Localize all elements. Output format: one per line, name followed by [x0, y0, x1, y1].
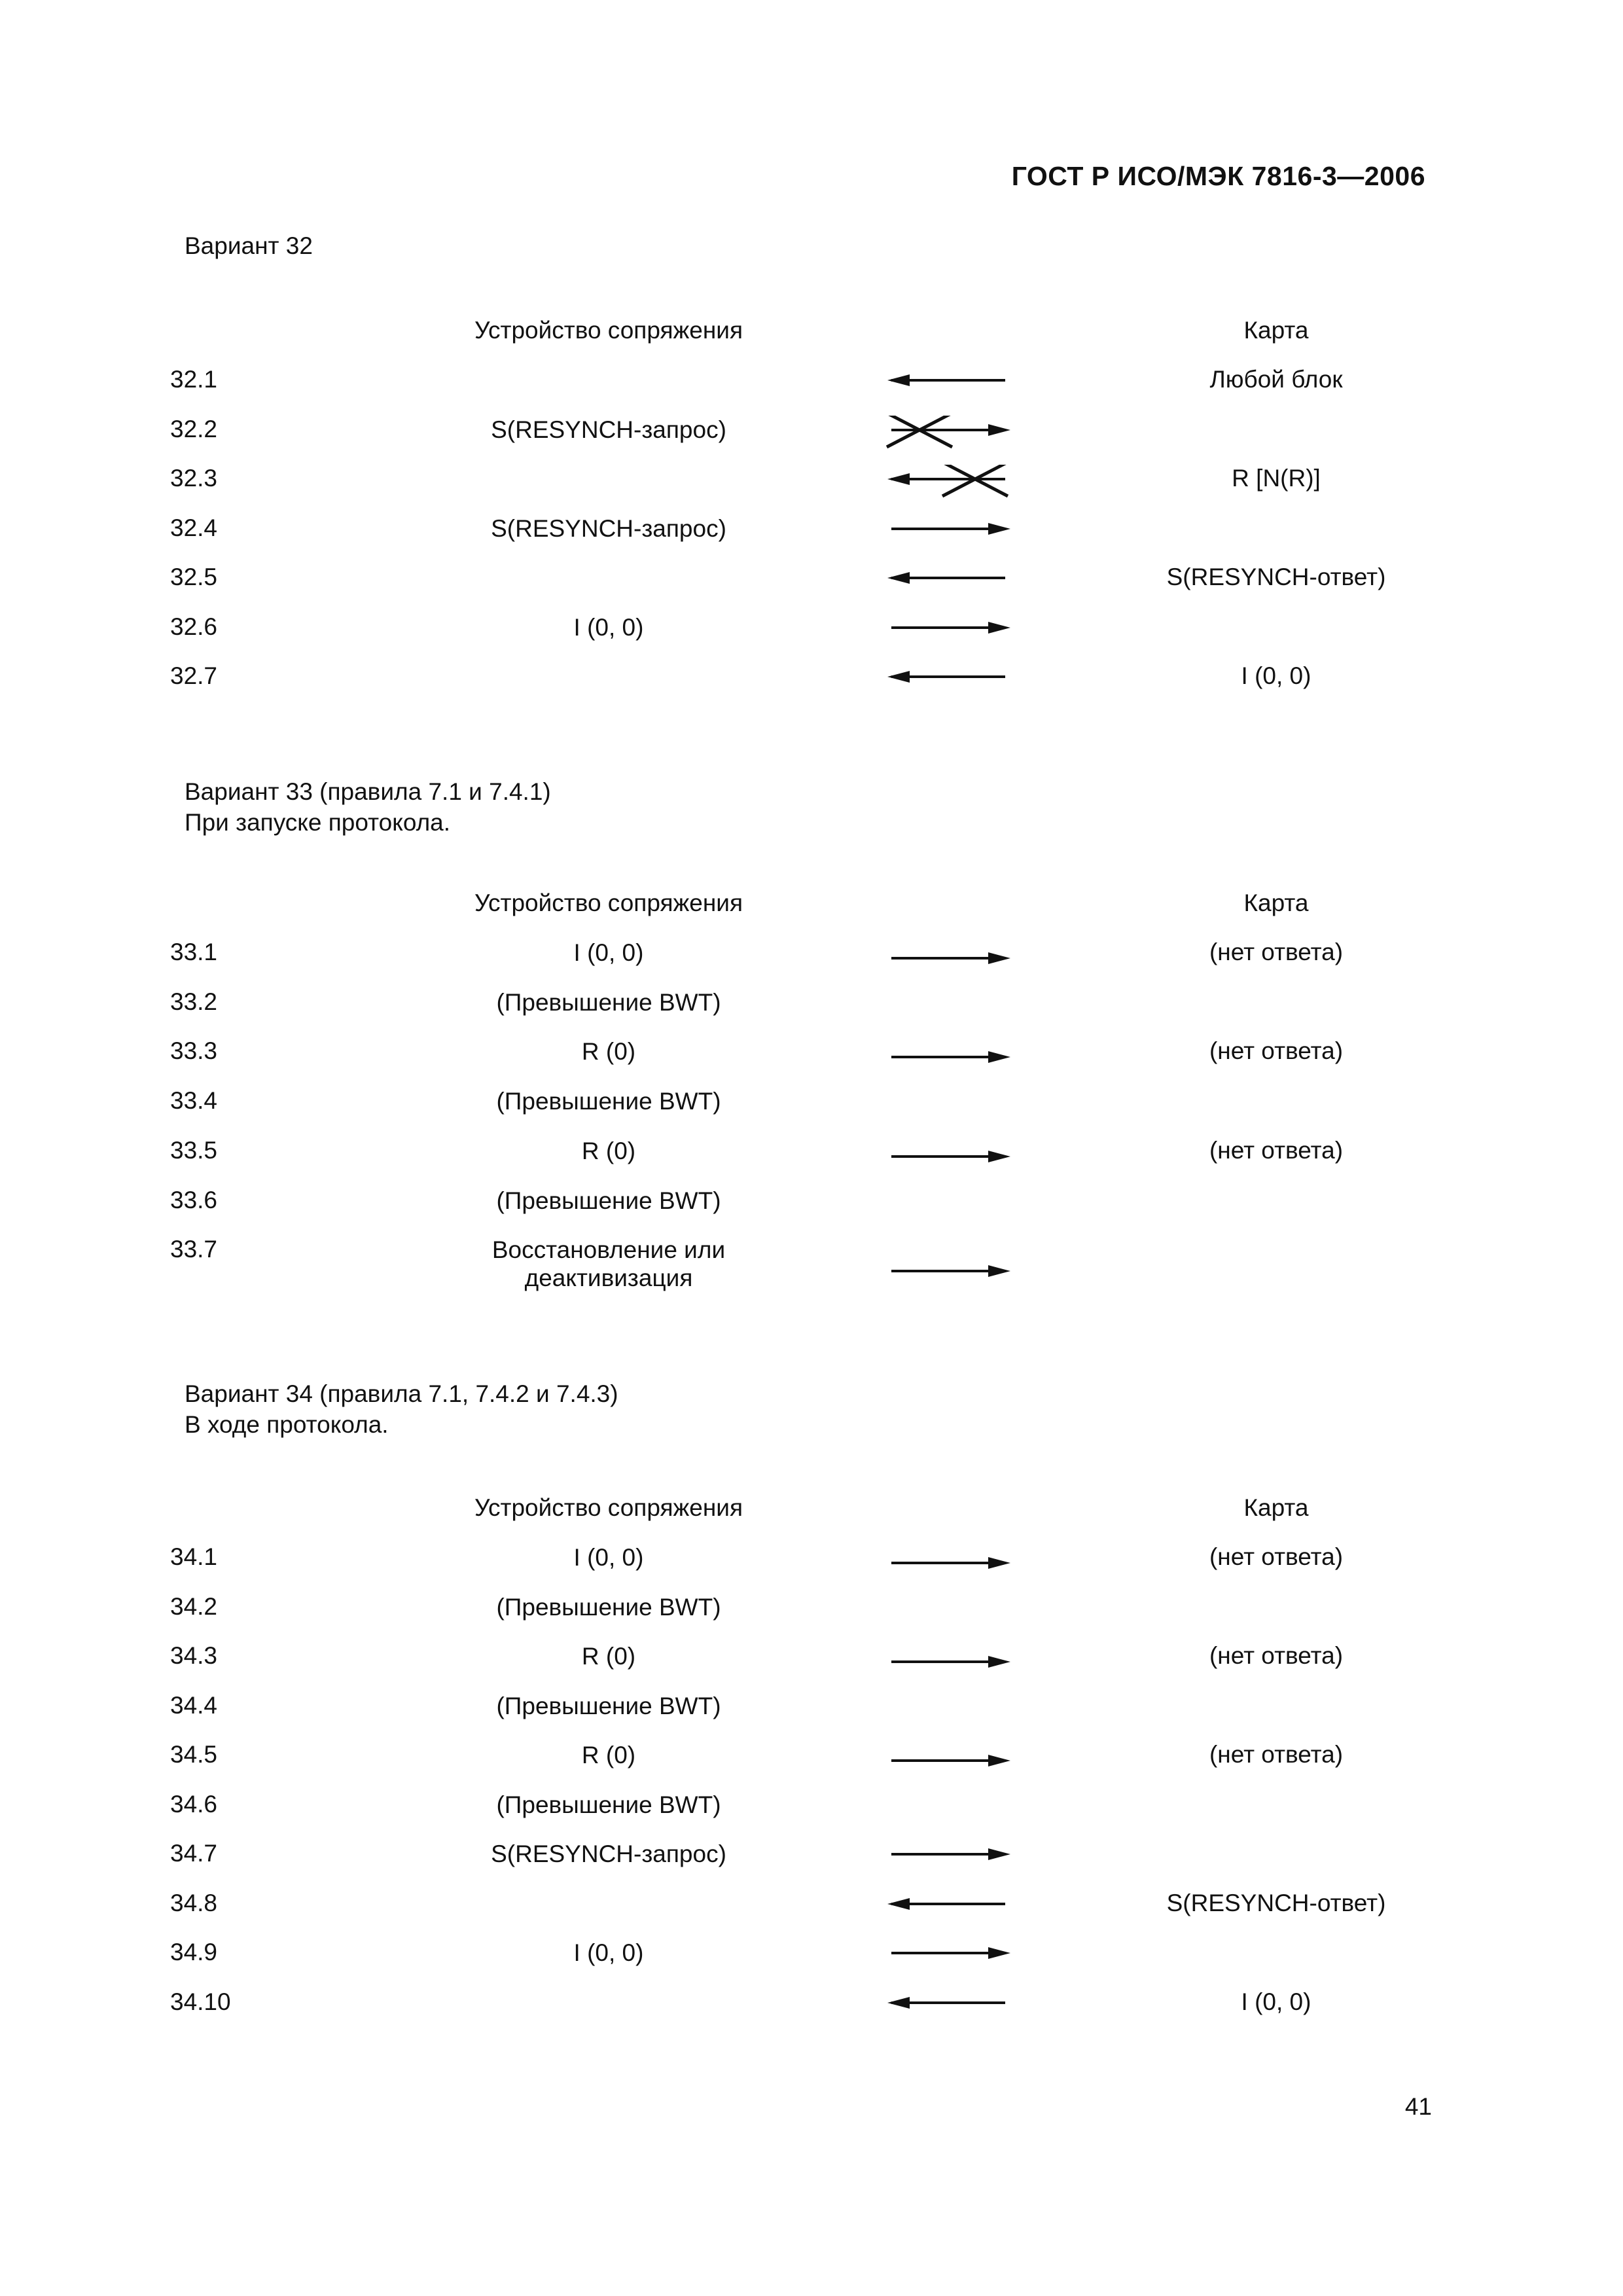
step-number: 32.4	[170, 514, 218, 541]
column-header-card: Карта	[1243, 1494, 1309, 1521]
exchange-step-row	[0, 939, 1623, 978]
step-number: 32.5	[170, 564, 218, 590]
interface-message: (Превышение BWT)	[496, 1791, 721, 1818]
step-number: 34.1	[170, 1543, 218, 1570]
exchange-step-row	[0, 416, 1623, 455]
step-number: 34.6	[170, 1791, 218, 1818]
exchange-step-row	[0, 1187, 1623, 1226]
interface-message: R (0)	[581, 1742, 636, 1768]
step-number: 32.7	[170, 662, 218, 689]
card-message: (нет ответа)	[1209, 1543, 1344, 1570]
exchange-step-row	[0, 613, 1623, 653]
document-header: ГОСТ Р ИСО/МЭК 7816-3—2006	[1011, 161, 1425, 191]
arrow-right-icon	[883, 1840, 1014, 1879]
column-header-interface: Устройство сопряжения	[474, 889, 743, 916]
card-message: S(RESYNCH-ответ)	[1166, 564, 1386, 590]
variant-title-line: При запуске протокола.	[185, 809, 451, 836]
column-header-card: Карта	[1243, 317, 1309, 344]
arrow-left-icon	[883, 366, 1014, 405]
exchange-step-row	[0, 1692, 1623, 1731]
arrow-left-icon	[883, 662, 1014, 702]
variant-title-line: В ходе протокола.	[185, 1411, 389, 1438]
interface-message: (Превышение BWT)	[496, 1693, 721, 1719]
exchange-step-row	[0, 1236, 1623, 1291]
step-number: 33.1	[170, 939, 218, 965]
exchange-step-row	[0, 564, 1623, 603]
arrow-left-icon	[883, 564, 1014, 603]
card-message: (нет ответа)	[1209, 939, 1344, 965]
column-header-interface: Устройство сопряжения	[474, 317, 743, 344]
step-number: 33.3	[170, 1037, 218, 1064]
arrow-right-icon	[883, 1549, 1014, 1588]
exchange-step-row	[0, 1593, 1623, 1632]
card-message: I (0, 0)	[1241, 662, 1311, 689]
interface-message: (Превышение BWT)	[496, 1187, 721, 1214]
step-number: 34.3	[170, 1642, 218, 1669]
step-number: 32.1	[170, 366, 218, 393]
variant-title	[185, 230, 313, 261]
interface-message: S(RESYNCH-запрос)	[491, 416, 726, 443]
step-number: 32.2	[170, 416, 218, 442]
exchange-step-row	[0, 1543, 1623, 1583]
exchange-step-row	[0, 1087, 1623, 1126]
arrow-right-icon	[883, 613, 1014, 653]
interface-message: I (0, 0)	[573, 1939, 644, 1966]
card-message: S(RESYNCH-ответ)	[1166, 1890, 1386, 1916]
step-number: 33.6	[170, 1187, 218, 1213]
step-number: 33.2	[170, 988, 218, 1015]
step-number: 32.6	[170, 613, 218, 640]
variant-title	[185, 1378, 618, 1440]
exchange-step-row	[0, 465, 1623, 504]
card-message: (нет ответа)	[1209, 1642, 1344, 1669]
exchange-step-row	[0, 366, 1623, 405]
interface-message: (Превышение BWT)	[496, 989, 721, 1016]
step-number: 33.5	[170, 1137, 218, 1164]
interface-message: I (0, 0)	[573, 939, 644, 966]
step-number: 33.4	[170, 1087, 218, 1114]
arrow-right-icon	[883, 1043, 1014, 1082]
arrow-right-icon	[883, 944, 1014, 983]
interface-message: (Превышение BWT)	[496, 1594, 721, 1621]
exchange-step-row	[0, 1988, 1623, 2028]
arrow-right-icon	[883, 1746, 1014, 1785]
column-header-card: Карта	[1243, 889, 1309, 916]
exchange-step-row	[0, 988, 1623, 1028]
card-message: R [N(R)]	[1232, 465, 1321, 492]
card-message: (нет ответа)	[1209, 1741, 1344, 1768]
interface-message: S(RESYNCH-запрос)	[491, 515, 726, 542]
variant-title-line: Вариант 34 (правила 7.1, 7.4.2 и 7.4.3)	[185, 1380, 618, 1407]
column-header-interface: Устройство сопряжения	[474, 1494, 743, 1521]
interface-message: I (0, 0)	[573, 1544, 644, 1571]
variant-title-line: Вариант 32	[185, 232, 313, 259]
step-number: 34.9	[170, 1939, 218, 1965]
exchange-step-row	[0, 1840, 1623, 1879]
exchange-step-row	[0, 1642, 1623, 1681]
variant-title-line: Вариант 33 (правила 7.1 и 7.4.1)	[185, 778, 551, 805]
step-number: 34.2	[170, 1593, 218, 1620]
arrow-right-icon	[883, 1142, 1014, 1181]
step-number: 32.3	[170, 465, 218, 492]
card-message: I (0, 0)	[1241, 1988, 1311, 2015]
interface-message: I (0, 0)	[573, 614, 644, 641]
arrow-right-icon	[883, 416, 1014, 455]
variant-title	[185, 776, 551, 838]
step-number: 34.5	[170, 1741, 218, 1768]
interface-message: R (0)	[581, 1643, 636, 1670]
arrow-right-icon	[883, 1939, 1014, 1978]
exchange-step-row	[0, 1939, 1623, 1978]
page-number: 41	[1404, 2093, 1432, 2120]
exchange-step-row	[0, 1137, 1623, 1176]
step-number: 34.4	[170, 1692, 218, 1719]
arrow-right-icon	[883, 1257, 1014, 1296]
step-number: 33.7	[170, 1236, 218, 1263]
step-number: 34.7	[170, 1840, 218, 1867]
exchange-step-row	[0, 1791, 1623, 1830]
step-number: 34.8	[170, 1890, 218, 1916]
interface-message: R (0)	[581, 1138, 636, 1164]
interface-message: Восстановление или деактивизация	[491, 1236, 726, 1291]
exchange-step-row	[0, 1890, 1623, 1929]
card-message: Любой блок	[1209, 366, 1343, 393]
card-message: (нет ответа)	[1209, 1137, 1344, 1164]
interface-message: S(RESYNCH-запрос)	[491, 1840, 726, 1867]
arrow-right-icon	[883, 514, 1014, 554]
exchange-step-row	[0, 514, 1623, 554]
arrow-left-icon	[883, 1890, 1014, 1929]
card-message: (нет ответа)	[1209, 1037, 1344, 1064]
exchange-step-row	[0, 1037, 1623, 1077]
exchange-step-row	[0, 662, 1623, 702]
step-number: 34.10	[170, 1988, 231, 2015]
interface-message: R (0)	[581, 1038, 636, 1065]
arrow-right-icon	[883, 1647, 1014, 1687]
exchange-step-row	[0, 1741, 1623, 1780]
arrow-left-icon	[883, 1988, 1014, 2028]
interface-message: (Превышение BWT)	[496, 1088, 721, 1115]
arrow-left-icon	[883, 465, 1014, 504]
